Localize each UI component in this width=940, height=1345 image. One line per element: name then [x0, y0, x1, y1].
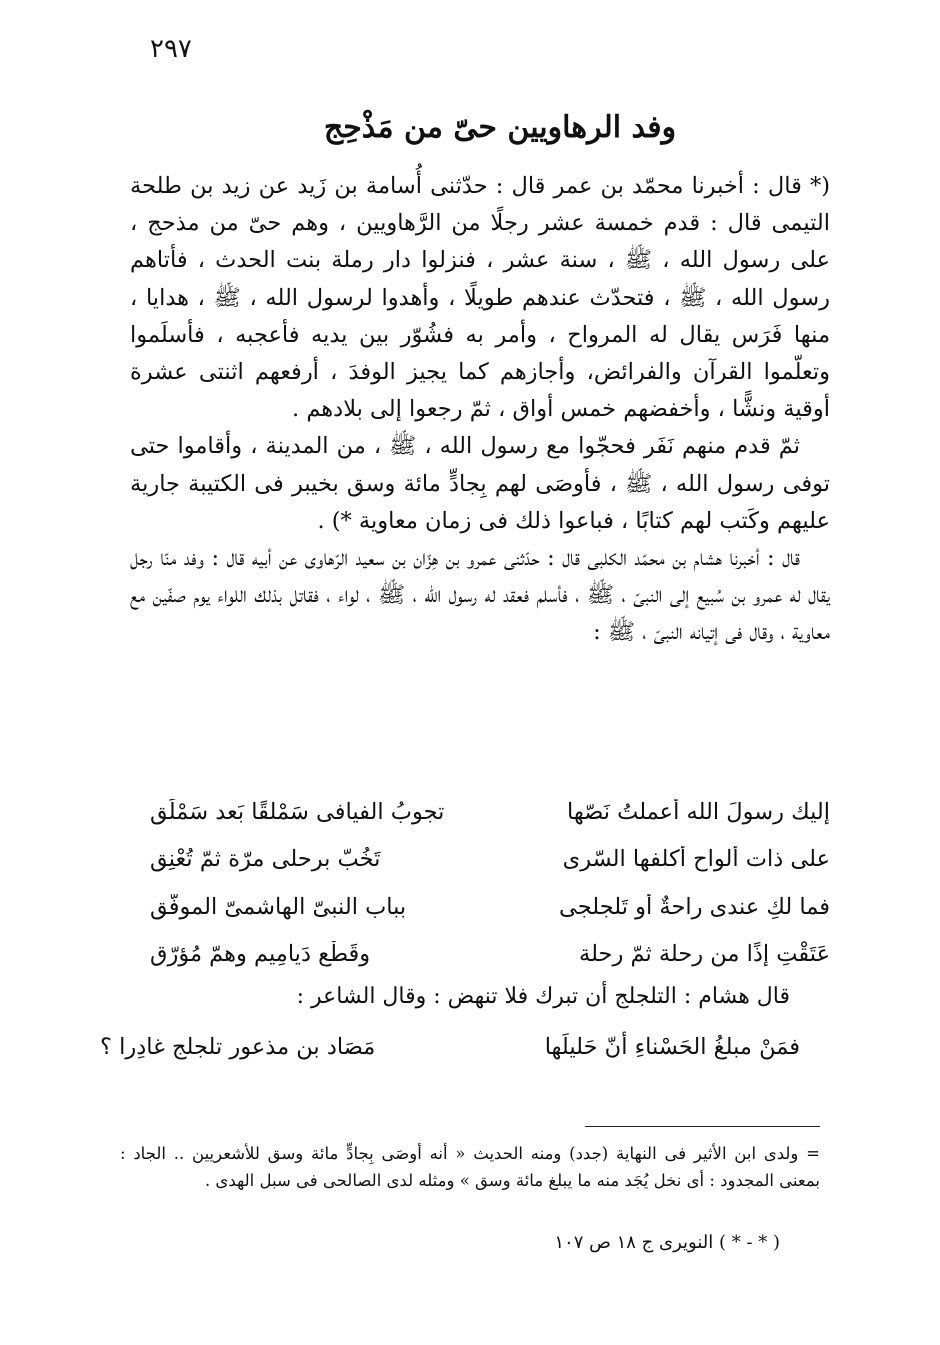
paragraph: قال : أخبرنا هشام بن محمّد الكلبى قال : حدّثنى عمرو بن هِزّان بن سعيد الرّهاوى عن أبيه قال : وفد منّا رجل يقال له عمرو بن سُبيع إلى النبىّ ، ﷺ ، فأسلم فعقد له رسول الله ، ﷺ ، لواء ، فقاتل بذلك اللواء يوم صفّين مع معاوية ، وقال فى إتيانه النبىّ ، ﷺ :	[130, 545, 830, 646]
verse-first-hemistich: فما لكِ عندى راحةٌ أو تَلجلجى	[559, 893, 830, 920]
verse-second-hemistich: مَصَاد بن مذعور تلجلج غادِرا ؟	[100, 1034, 376, 1060]
verse-first-hemistich: على ذات ألواح أكلفها السّرى	[562, 846, 830, 873]
footnote-separator	[585, 1126, 820, 1127]
poem-verse	[150, 883, 830, 931]
poem-verse	[150, 788, 830, 836]
poem-verse	[150, 836, 830, 884]
poem-verse	[150, 931, 830, 979]
footnotes	[120, 1140, 820, 1194]
explanatory-line: قال هشام : التلجلج أن تبرك فلا تنهض : وقال الشاعر :	[296, 984, 790, 1009]
verse-second-hemistich: تجوبُ الفيافى سَمْلقًا بَعد سَمْلَقِ	[150, 798, 445, 825]
final-verse	[100, 1034, 800, 1060]
main-text	[130, 168, 830, 652]
verse-first-hemistich: فمَنْ مبلغُ الحَسْناءِ أنّ حَليلَها	[544, 1034, 800, 1060]
paragraph: ثمّ قدم منهم نَفَر فحجّوا مع رسول الله ، ﷺ ، من المدينة ، وأقاموا حتى توفى رسول الله ، ﷺ ، فأوصَى لهم بِجادٍّ مائة وسق بخيبر فى الكتيبة جارية عليهم وكَتب لهم كتابًا ، فباعوا ذلك فى زمان معاوية *) .	[130, 433, 830, 534]
source-footnote: ( * - * ) النويرى ج ١٨ ص ١٠٧	[554, 1232, 780, 1253]
verse-first-hemistich: إليك رسولَ الله أعملتُ نَصّها	[566, 798, 830, 825]
chapter-title: وفد الرهاويين حىّ من مَذْحِج	[323, 110, 677, 145]
page-number: ٢٩٧	[150, 34, 192, 64]
verse-second-hemistich: بباب النبىّ الهاشمىّ الموفّق	[150, 893, 407, 920]
verse-second-hemistich: تَخُبّ برحلى مرّة ثمّ تُعْنِق	[150, 846, 381, 873]
verse-first-hemistich: عَتَقْتِ إذًا من رحلة ثمّ رحلة	[579, 941, 830, 968]
verse-second-hemistich: وقَطْع دَيامِيم وهمّ مُؤرّق	[150, 941, 371, 968]
footnote: = ولدى ابن الأثير فى النهاية (جدد) ومنه الحديث « أنه أوصَى بِجادٍّ مائة وسق للأشعريين .. الجاد : بمعنى المجدود : أى نخل يُجَد منه ما يبلغ مائة وسق » ومثله لدى الصالحى فى سبل الهدى .	[120, 1144, 820, 1190]
poem	[150, 788, 830, 978]
paragraph: (* قال : أخبرنا محمّد بن عمر قال : حدّثنى أُسامة بن زَيد عن زيد بن طلحة التيمى قال : قدم خمسة عشر رجلًا من الرَّهاويين ، وهم حىّ من مذحج ، على رسول الله ، ﷺ ، سنة عشر ، فنزلوا دار رملة بنت الحدث ، فأتاهم رسول الله ، ﷺ ، فتحدّث عندهم طويلًا ، وأهدوا لرسول الله ، ﷺ ، هدايا ، منها فَرَس يقال له المرواح ، وأمر به فشُوّر بين يديه فأعجبه ، فأسلَموا وتعلّموا القرآن والفرائض، وأجازهم كما يجيز الوفدَ ، أرفعهم اثنتى عشرة أوقية ونشًّا ، وأخفضهم خمس أواق ، ثمّ رجعوا إلى بلادهم .	[130, 173, 830, 423]
